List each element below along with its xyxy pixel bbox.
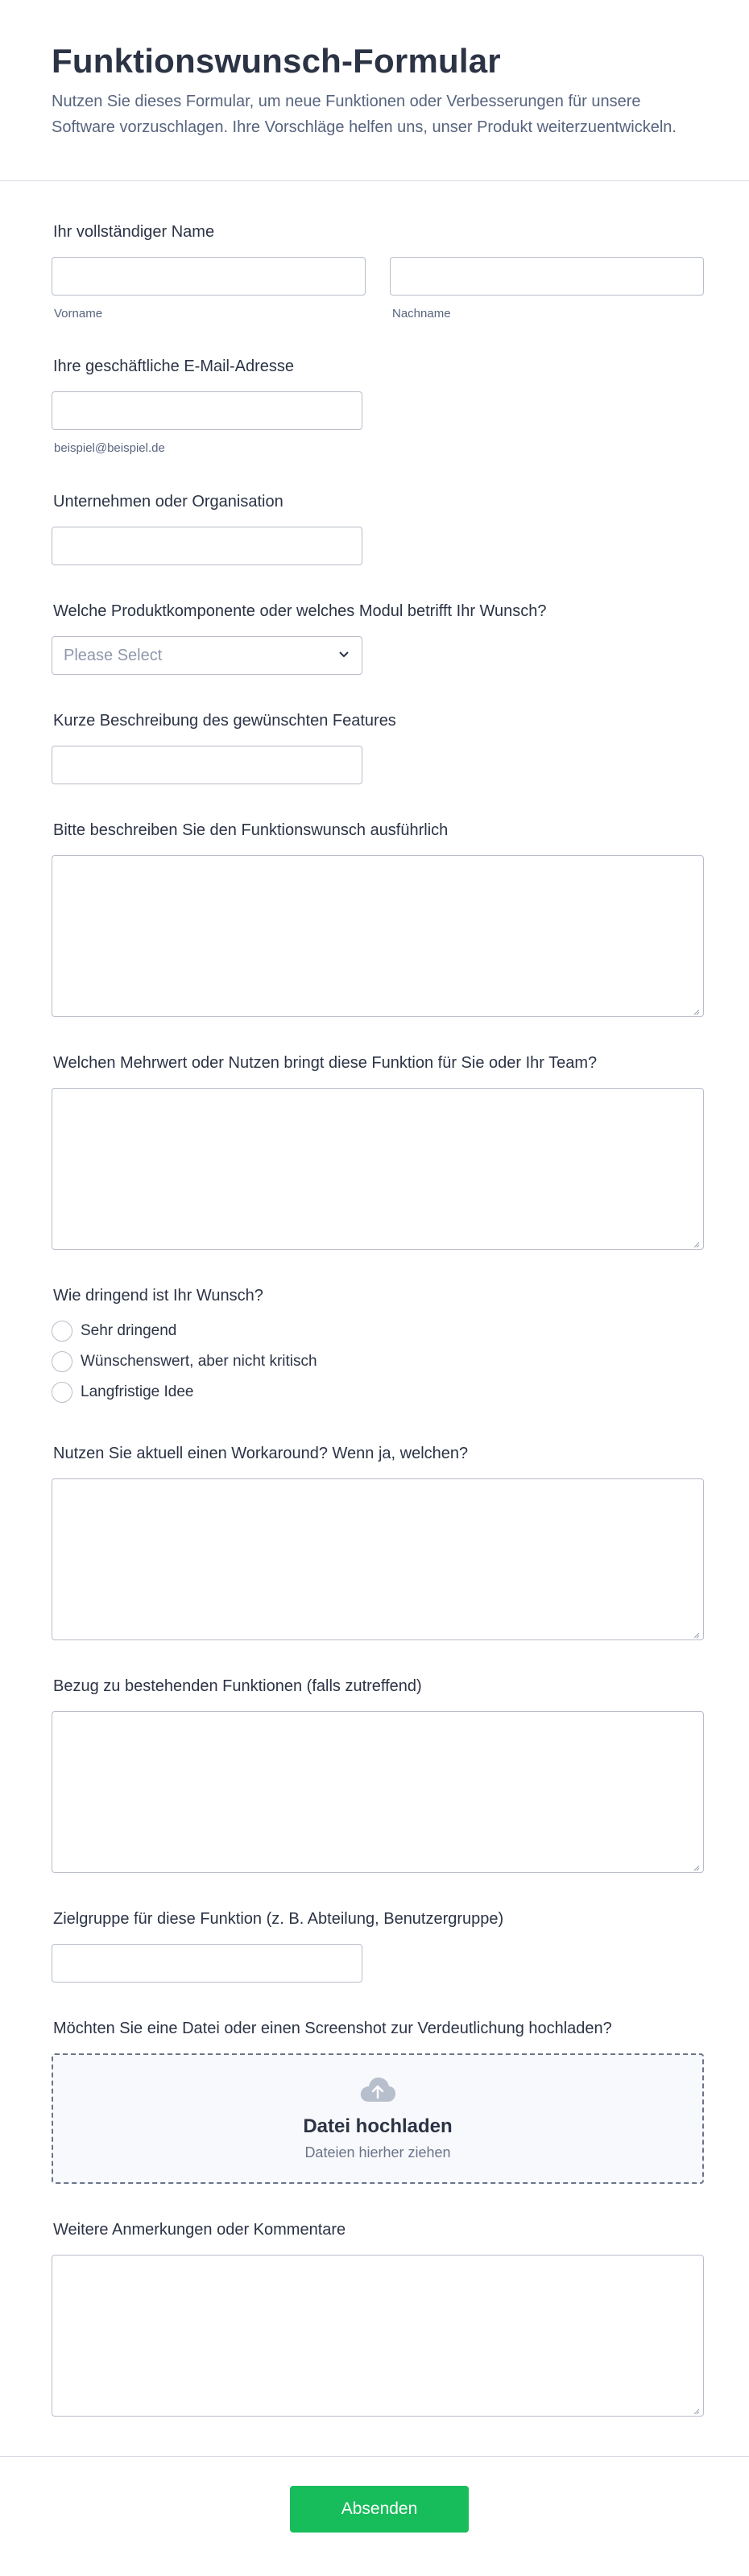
urgency-option-label: Sehr dringend (81, 1322, 177, 1340)
workaround-label: Nutzen Sie aktuell einen Workaround? Wenn ja, welchen? (53, 1445, 469, 1463)
urgency-option-1[interactable] (52, 1316, 697, 1346)
module-label: Welche Produktkomponente oder welches Modul betrifft Ihr Wunsch? (53, 602, 547, 621)
resize-grip-icon[interactable] (692, 1861, 700, 1869)
chevron-down-icon (337, 647, 350, 664)
radio-button[interactable] (52, 1351, 72, 1372)
last-name-sublabel: Nachname (392, 307, 451, 321)
urgency-option-label: Wünschenswert, aber nicht kritisch (81, 1353, 317, 1371)
form-title: Funktionswunsch-Formular (52, 42, 501, 80)
form-body (0, 221, 749, 2417)
resize-grip-icon[interactable] (692, 1238, 700, 1246)
comments-textarea[interactable] (52, 2255, 704, 2417)
module-select[interactable] (52, 636, 362, 675)
last-name-column (390, 257, 704, 320)
email-input[interactable] (52, 391, 362, 430)
question-name (52, 221, 697, 320)
company-input[interactable] (52, 527, 362, 565)
question-value (52, 1052, 697, 1250)
urgency-option-2[interactable] (52, 1346, 697, 1377)
first-name-sublabel: Vorname (54, 307, 103, 321)
company-label: Unternehmen oder Organisation (53, 493, 283, 511)
value-textarea[interactable] (52, 1088, 704, 1250)
long-description-label: Bitte beschreiben Sie den Funktionswunsch ausführlich (53, 821, 449, 840)
question-workaround (52, 1443, 697, 1640)
audience-input[interactable] (52, 1944, 362, 1983)
upload-subtitle: Dateien hierher ziehen (304, 2144, 451, 2161)
audience-label: Zielgruppe für diese Funktion (z. B. Abteilung, Benutzergruppe) (53, 1910, 504, 1929)
relation-label: Bezug zu bestehenden Funktionen (falls zutreffend) (53, 1677, 422, 1696)
last-name-input[interactable] (390, 257, 704, 296)
submit-button[interactable]: Absenden (290, 2486, 469, 2533)
question-long-description (52, 820, 697, 1017)
upload-title: Datei hochladen (303, 2115, 453, 2138)
urgency-option-3[interactable] (52, 1377, 697, 1408)
name-label: Ihr vollständiger Name (53, 223, 215, 242)
radio-button[interactable] (52, 1321, 72, 1342)
cloud-upload-icon (358, 2076, 397, 2107)
question-company (52, 491, 697, 565)
short-description-label: Kurze Beschreibung des gewünschten Features (53, 712, 396, 730)
form-header (0, 0, 749, 181)
question-short-description (52, 710, 697, 784)
module-select-placeholder: Please Select (64, 646, 163, 664)
value-label: Welchen Mehrwert oder Nutzen bringt diese Funktion für Sie oder Ihr Team? (53, 1054, 598, 1073)
long-description-textarea[interactable] (52, 855, 704, 1017)
first-name-input[interactable] (52, 257, 366, 296)
question-urgency (52, 1285, 697, 1408)
resize-grip-icon[interactable] (692, 1628, 700, 1636)
form-footer (0, 2456, 749, 2576)
radio-button[interactable] (52, 1382, 72, 1403)
urgency-radio-group (52, 1316, 697, 1408)
upload-label: Möchten Sie eine Datei oder einen Screenshot zur Verdeutlichung hochladen? (53, 2020, 612, 2038)
urgency-label: Wie dringend ist Ihr Wunsch? (53, 1287, 263, 1305)
email-label: Ihre geschäftliche E-Mail-Adresse (53, 358, 295, 376)
name-row (52, 257, 697, 320)
question-upload (52, 2018, 697, 2184)
resize-grip-icon[interactable] (692, 2404, 700, 2413)
short-description-input[interactable] (52, 746, 362, 784)
question-audience (52, 1908, 697, 1983)
resize-grip-icon[interactable] (692, 1005, 700, 1013)
question-comments (52, 2219, 697, 2417)
file-upload-dropzone[interactable] (52, 2053, 704, 2184)
relation-textarea[interactable] (52, 1711, 704, 1873)
comments-label: Weitere Anmerkungen oder Kommentare (53, 2221, 346, 2239)
urgency-option-label: Langfristige Idee (81, 1383, 194, 1401)
first-name-column (52, 257, 366, 320)
form-description: Nutzen Sie dieses Formular, um neue Funktionen oder Verbesserungen für unsere Software vorzuschlagen. Ihre Vorschläge helfen uns, unser Produkt weiterzuentwickeln. (52, 93, 677, 137)
question-email (52, 356, 697, 455)
email-sublabel: beispiel@beispiel.de (54, 441, 165, 456)
question-relation (52, 1676, 697, 1873)
question-module (52, 601, 697, 675)
workaround-textarea[interactable] (52, 1478, 704, 1640)
